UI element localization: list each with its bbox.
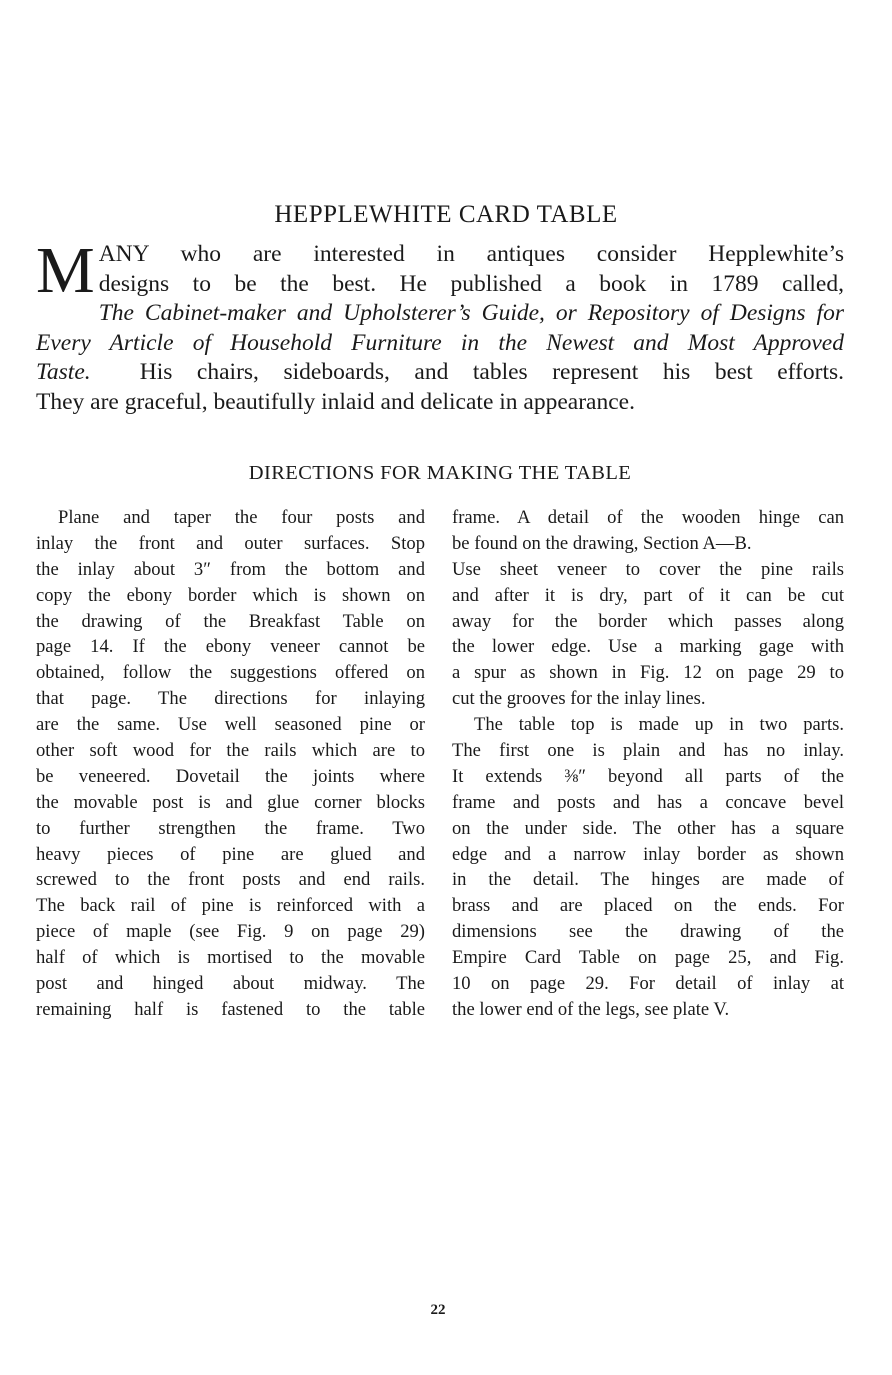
- text-line: Empire Card Table on page 25, and Fig.: [452, 947, 844, 969]
- text-line: The first one is plain and has no inlay.: [452, 740, 844, 762]
- text-line: piece of maple (see Fig. 9 on page 29): [36, 921, 425, 943]
- text-line: other soft wood for the rails which are to: [36, 740, 425, 762]
- text-line: the lower end of the legs, see plate V.: [452, 998, 730, 1020]
- intro-paragraph: [36, 234, 845, 417]
- text-line: frame. A detail of the wooden hinge can: [452, 507, 844, 528]
- text-line: away for the border which passes along: [452, 610, 844, 632]
- intro-sentence: His chairs, sideboards, and tables represent his best efforts.: [139, 359, 845, 385]
- text-line: brass and are placed on the ends. For: [452, 895, 844, 917]
- text-line: to further strengthen the frame. Two: [36, 817, 425, 839]
- page-number: 22: [430, 1302, 446, 1318]
- text-line: the drawing of the Breakfast Table on: [36, 610, 425, 632]
- intro-line: [36, 358, 844, 388]
- text-line: be veneered. Dovetail the joints where: [36, 765, 425, 787]
- text-line: page 14. If the ebony veneer cannot be: [36, 636, 425, 658]
- text-line: dimensions see the drawing of the: [452, 921, 844, 943]
- text-line: edge and a narrow inlay border as shown: [452, 843, 844, 865]
- text-line: The table top is made up in two parts.: [474, 714, 844, 736]
- text-line: screwed to the front posts and end rails.: [36, 869, 425, 891]
- intro-line: designs to be the best. He published a book in 1789 called,: [98, 270, 844, 297]
- book-title-end: Taste.: [36, 359, 91, 385]
- text-line: inlay the front and outer surfaces. Stop: [36, 532, 425, 554]
- page-title: HEPPLEWHITE CARD TABLE: [274, 201, 618, 228]
- right-column: [452, 505, 844, 1023]
- text-line: a spur as shown in Fig. 12 on page 29 to: [452, 662, 844, 684]
- text-line: copy the ebony border which is shown on: [36, 584, 425, 606]
- drop-cap: M: [36, 234, 95, 307]
- text-line: obtained, follow the suggestions offered on: [36, 662, 425, 684]
- text-line: on the under side. The other has a square: [452, 817, 844, 839]
- text-line: the movable post is and glue corner blocks: [36, 791, 425, 813]
- text-line: Plane and taper the four posts and: [58, 507, 425, 528]
- left-column: [36, 505, 425, 1023]
- text-line: be found on the drawing, Section A—B.: [452, 532, 752, 554]
- section-heading: DIRECTIONS FOR MAKING THE TABLE: [248, 462, 632, 484]
- intro-line: ANY who are interested in antiques consider Hepplewhite’s: [98, 241, 844, 267]
- text-line: are the same. Use well seasoned pine or: [36, 714, 425, 736]
- text-line: that page. The directions for inlaying: [36, 688, 425, 710]
- intro-line-book-title: [36, 299, 844, 329]
- text-line: 10 on page 29. For detail of inlay at: [452, 973, 844, 995]
- text-line: in the detail. The hinges are made of: [452, 869, 844, 891]
- book-title-part: The Cabinet-maker and Upholsterer’s Guide, or Repository of Designs for: [98, 300, 844, 326]
- text-line: post and hinged about midway. The: [36, 973, 425, 995]
- intro-line: They are graceful, beautifully inlaid and delicate in appearance.: [36, 388, 635, 415]
- intro-line-book-title: [36, 329, 844, 359]
- text-line: frame and posts and has a concave bevel: [452, 791, 844, 813]
- text-line: the lower edge. Use a marking gage with: [452, 636, 844, 658]
- book-title-part: Every Article of Household Furniture in the Newest and Most Approved: [36, 329, 844, 356]
- text-line: the inlay about 3″ from the bottom and: [36, 558, 425, 580]
- text-line: The back rail of pine is reinforced with a: [36, 895, 425, 917]
- text-line: Use sheet veneer to cover the pine rails: [452, 558, 844, 580]
- text-line: cut the grooves for the inlay lines.: [452, 688, 706, 710]
- text-line: remaining half is fastened to the table: [36, 998, 425, 1020]
- text-line: and after it is dry, part of it can be cut: [452, 584, 844, 606]
- text-line: It extends ⅜″ beyond all parts of the: [452, 765, 844, 787]
- text-line: heavy pieces of pine are glued and: [36, 843, 425, 865]
- text-line: half of which is mortised to the movable: [36, 947, 425, 969]
